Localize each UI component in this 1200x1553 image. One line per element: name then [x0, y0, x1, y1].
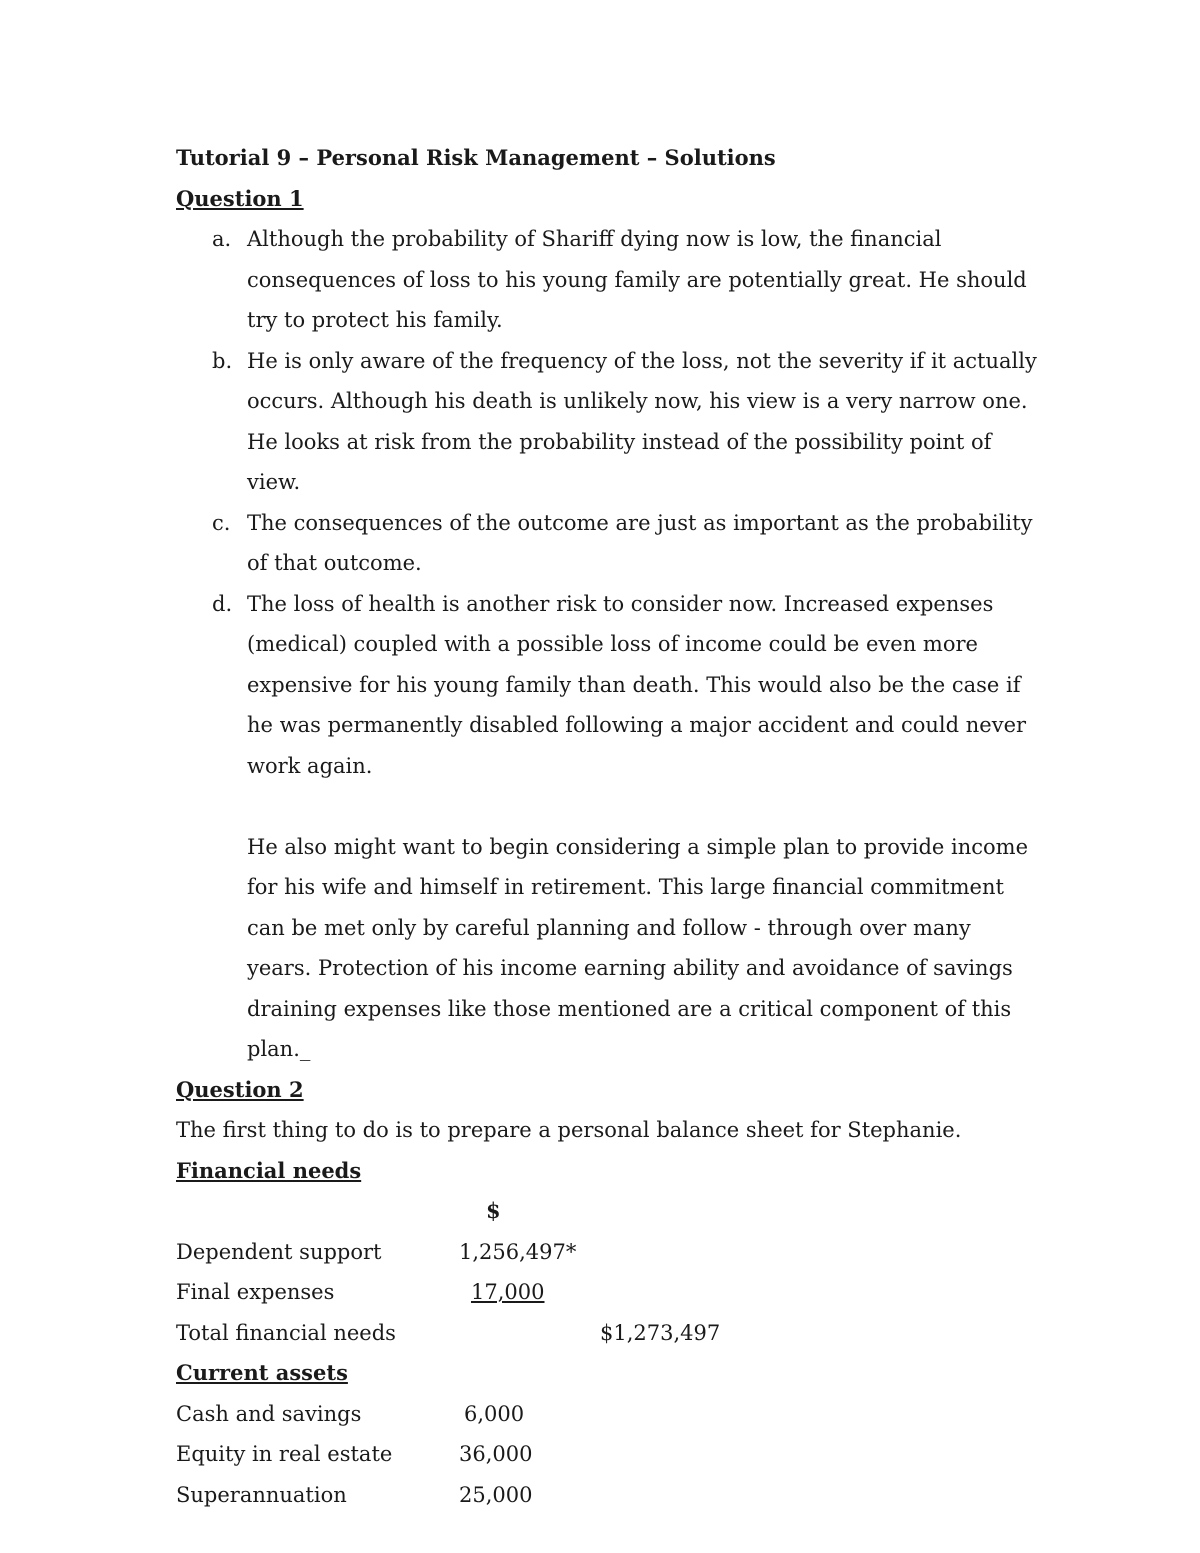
table-row	[176, 1394, 1036, 1435]
total-value: $1,273,497	[600, 1320, 721, 1345]
row-label: Dependent support	[176, 1239, 382, 1264]
row-amount: 17,000	[471, 1280, 545, 1304]
row-label: Equity in real estate	[176, 1442, 393, 1466]
list-marker: b.	[212, 348, 233, 373]
row-amount: 36,000	[459, 1442, 533, 1466]
answer-text: The consequences of the outcome are just as important as the probability of that outcome.	[247, 510, 1033, 575]
question-2-intro: The first thing to do is to prepare a personal balance sheet for Stephanie.	[176, 1118, 962, 1142]
answer-item-c	[176, 503, 1036, 584]
total-label: Total financial needs	[176, 1320, 396, 1345]
retirement-paragraph: He also might want to begin considering a simple plan to provide income for his wife and himself in retirement. This large financial commitment can be met only by careful planning and follow - through over many years. Protection of his income earning ability and avoidance of savings draining expenses like those mentioned are a critical component of this plan._	[247, 834, 1029, 1061]
row-amount: 6,000	[464, 1401, 525, 1426]
answer-item-b	[176, 341, 1036, 503]
financial-needs-heading: Financial needs	[176, 1157, 362, 1183]
row-label: Final expenses	[176, 1280, 335, 1304]
answer-item-a	[176, 219, 1036, 341]
question-1-heading: Question 1	[176, 185, 304, 211]
list-marker: a.	[212, 227, 232, 251]
row-label: Superannuation	[176, 1482, 347, 1507]
currency-header-row	[176, 1191, 1036, 1232]
document-title: Tutorial 9 – Personal Risk Management – Solutions	[176, 145, 776, 170]
table-row	[176, 1232, 1036, 1273]
table-row	[176, 1272, 1036, 1313]
answer-text: The loss of health is another risk to consider now. Increased expenses (medical) coupled with a possible loss of income could be even more expensive for his young family than death. This would also be the case if he was permanently disabled following a major accident and could never work again.	[247, 591, 1027, 778]
row-amount: 1,256,497*	[459, 1239, 577, 1264]
table-row	[176, 1434, 1036, 1475]
current-assets-heading: Current assets	[176, 1360, 348, 1385]
table-row	[176, 1475, 1036, 1516]
question-2-heading: Question 2	[176, 1076, 304, 1102]
answer-text: Although the probability of Shariff dying now is low, the financial consequences of loss to his young family are potentially great. He should try to protect his family.	[247, 227, 1027, 332]
list-marker: d.	[212, 591, 233, 616]
row-amount: 25,000	[459, 1482, 533, 1507]
spacer	[176, 786, 1036, 827]
answer-item-d	[176, 584, 1036, 787]
total-row	[176, 1313, 1036, 1354]
currency-header: $	[486, 1198, 501, 1223]
row-label: Cash and savings	[176, 1401, 362, 1426]
answer-text: He is only aware of the frequency of the loss, not the severity if it actually occurs. Although his death is unlikely now, his view is a very narrow one. He looks at risk from the probability instead of the possibility point of view.	[247, 348, 1037, 494]
list-marker: c.	[212, 510, 231, 535]
document-page	[176, 138, 1036, 1515]
